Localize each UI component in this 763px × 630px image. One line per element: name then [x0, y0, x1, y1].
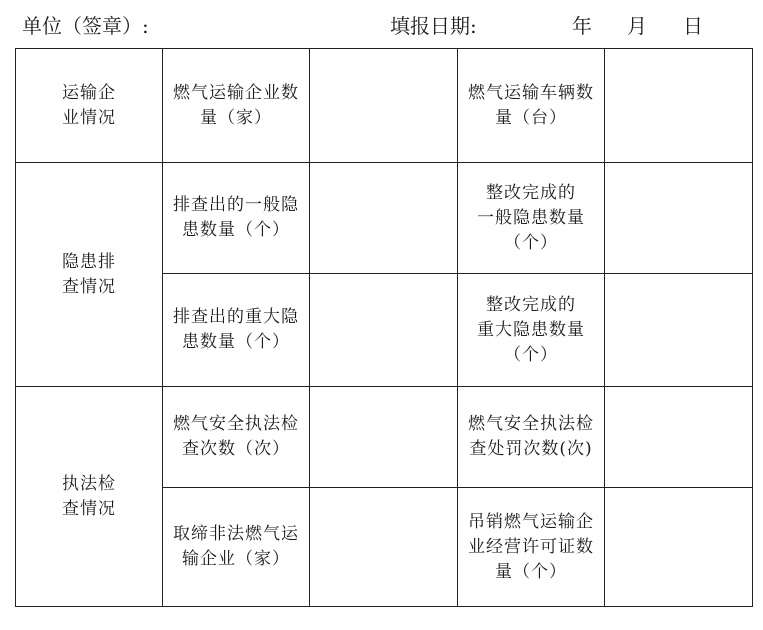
general-hazard-fixed-value[interactable]	[605, 163, 753, 274]
illegal-enterprise-banned-value[interactable]	[310, 488, 458, 607]
table-row	[16, 49, 753, 163]
section-transport-title: 运输企 业情况	[16, 49, 163, 163]
major-hazard-found-value[interactable]	[310, 274, 458, 387]
general-hazard-fixed-label: 整改完成的 一般隐患数量 （个）	[458, 163, 605, 274]
transport-enterprise-count-label: 燃气运输企业数 量（家）	[163, 49, 310, 163]
unit-signature-label: 单位（签章）:	[22, 14, 149, 38]
license-revoked-label: 吊销燃气运输企 业经营许可证数 量（个）	[458, 488, 605, 607]
major-hazard-found-label: 排查出的重大隐 患数量（个）	[163, 274, 310, 387]
enforcement-inspection-count-value[interactable]	[310, 387, 458, 488]
transport-vehicle-count-value[interactable]	[605, 49, 753, 163]
form-header	[0, 10, 763, 40]
report-table	[15, 48, 753, 607]
enforcement-inspection-count-label: 燃气安全执法检 查次数（次）	[163, 387, 310, 488]
major-hazard-fixed-value[interactable]	[605, 274, 753, 387]
general-hazard-found-value[interactable]	[310, 163, 458, 274]
month-label: 月	[627, 14, 647, 38]
table-row	[16, 163, 753, 274]
general-hazard-found-label: 排查出的一般隐 患数量（个）	[163, 163, 310, 274]
report-date-label: 填报日期:	[390, 14, 477, 38]
day-label: 日	[683, 14, 703, 38]
enforcement-penalty-count-value[interactable]	[605, 387, 753, 488]
section-hazard-title: 隐患排 查情况	[16, 163, 163, 387]
license-revoked-value[interactable]	[605, 488, 753, 607]
transport-enterprise-count-value[interactable]	[310, 49, 458, 163]
major-hazard-fixed-label: 整改完成的 重大隐患数量 （个）	[458, 274, 605, 387]
transport-vehicle-count-label: 燃气运输车辆数 量（台）	[458, 49, 605, 163]
table-row	[16, 387, 753, 488]
section-enforcement-title: 执法检 查情况	[16, 387, 163, 607]
illegal-enterprise-banned-label: 取缔非法燃气运 输企业（家）	[163, 488, 310, 607]
year-label: 年	[572, 14, 592, 38]
enforcement-penalty-count-label: 燃气安全执法检 查处罚次数(次)	[458, 387, 605, 488]
